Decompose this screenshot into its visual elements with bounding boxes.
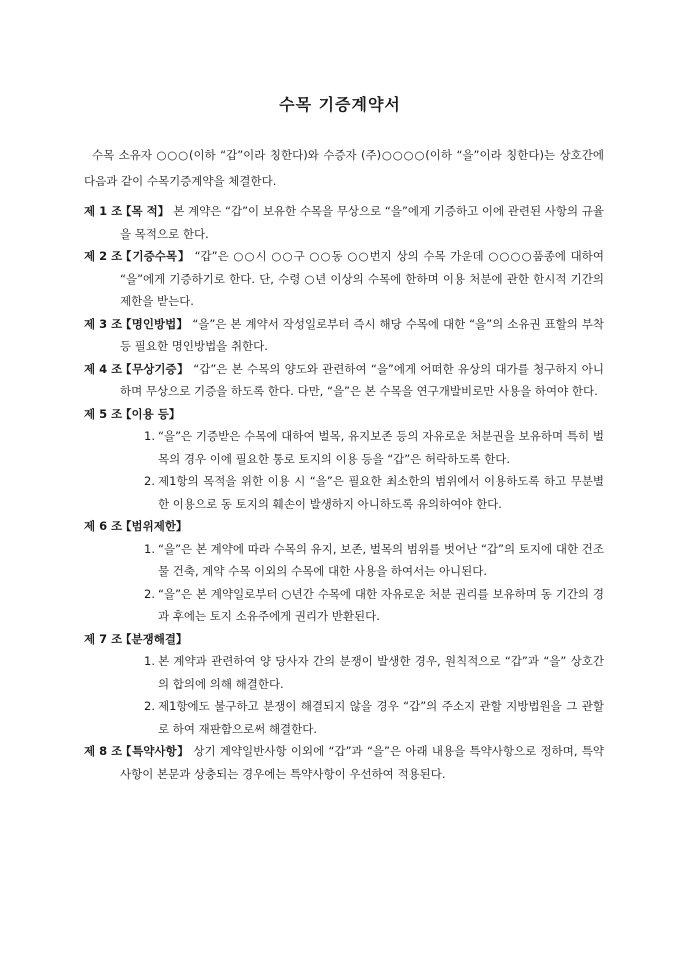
article-5 bbox=[84, 403, 604, 516]
list-item bbox=[144, 650, 604, 695]
intro-paragraph: 수목 소유자 ○○○(이하 “갑”이라 칭한다)와 수증자 (주)○○○○(이하 “을”이라 칭한다)는 상호간에 다음과 같이 수목기증계약을 체결한다. bbox=[84, 148, 604, 188]
list-item bbox=[144, 695, 604, 740]
item-number: 1. bbox=[144, 541, 155, 556]
item-number: 2. bbox=[144, 586, 155, 601]
item-text: 본 계약과 관련하여 양 당사자 간의 분쟁이 발생한 경우, 원칙적으로 “갑”과 “을” 상호간의 합의에 의해 해결한다. bbox=[158, 654, 604, 691]
list-item bbox=[144, 583, 604, 628]
article-heading: 【무상기증】 bbox=[120, 361, 190, 376]
article-text: 본 계약은 “갑”이 보유한 수목을 무상으로 “을”에게 기증하고 이에 관련된 사항의 규율을 목적으로 한다. bbox=[120, 204, 604, 241]
article-3 bbox=[84, 313, 604, 358]
article-heading: 【명인방법】 bbox=[120, 316, 189, 331]
list-item bbox=[144, 538, 604, 583]
articles-list bbox=[84, 200, 604, 785]
article-items bbox=[114, 650, 604, 740]
item-text: 제1항에도 불구하고 분쟁이 해결되지 않을 경우 “갑”의 주소지 관할 지방법원을 그 관할로 하여 재판함으로써 해결한다. bbox=[158, 699, 604, 736]
item-number: 2. bbox=[144, 474, 155, 488]
article-body bbox=[120, 358, 604, 403]
article-body bbox=[120, 740, 604, 785]
article-4 bbox=[84, 358, 604, 403]
article-body bbox=[120, 403, 604, 426]
article-body bbox=[120, 313, 604, 358]
article-items bbox=[114, 425, 604, 515]
article-heading: 【기증수목】 bbox=[120, 249, 191, 263]
article-1 bbox=[84, 200, 604, 245]
article-label: 제 2 조 bbox=[84, 249, 123, 263]
article-text: 상기 계약일반사항 이외에 “갑”과 “을”은 아래 내용을 특약사항으로 정하며, 특약사항이 본문과 상충되는 경우에는 특약사항이 우선하여 적용된다. bbox=[120, 744, 604, 781]
article-label: 제 6 조 bbox=[84, 519, 123, 533]
article-body bbox=[120, 628, 604, 651]
list-item bbox=[144, 470, 604, 515]
article-body bbox=[120, 200, 604, 245]
article-heading: 【이용 등】 bbox=[120, 406, 181, 421]
article-label: 제 4 조 bbox=[84, 361, 123, 376]
document-title: 수목 기증계약서 bbox=[279, 95, 401, 114]
article-label: 제 3 조 bbox=[84, 316, 123, 331]
article-6 bbox=[84, 515, 604, 628]
article-text: “갑”은 ○○시 ○○구 ○○동 ○○번지 상의 수목 가운데 ○○○○품종에 대하여 “을”에게 기증하기로 한다. 단, 수령 ○년 이상의 수목에 한하며 이용 처분에 관한 한시적 기간의 제한을 받는다. bbox=[120, 249, 605, 308]
item-text: “을”은 기증받은 수목에 대하여 벌목, 유지보존 등의 자유로운 처분권을 보유하며 특히 벌목의 경우 이에 필요한 통로 토지의 이용 등을 “갑”은 허락하도록 한다. bbox=[158, 429, 604, 466]
article-heading: 【목 적】 bbox=[120, 204, 170, 218]
item-text: 제1항의 목적을 위한 이용 시 “을”은 필요한 최소한의 범위에서 이용하도록 하고 무분별한 이용으로 동 토지의 훼손이 발생하지 아니하도록 유의하여야 한다. bbox=[158, 474, 604, 511]
list-item bbox=[144, 425, 604, 470]
item-text: “을”은 본 계약에 따라 수목의 유지, 보존, 벌목의 범위를 벗어난 “갑”의 토지에 대한 건조물 건축, 계약 수목 이외의 수목에 대한 사용을 하여서는 아니된다. bbox=[158, 541, 604, 578]
article-items bbox=[114, 538, 604, 628]
article-label: 제 5 조 bbox=[84, 406, 123, 421]
article-8 bbox=[84, 740, 604, 785]
item-number: 1. bbox=[144, 654, 155, 668]
article-label: 제 1 조 bbox=[84, 204, 123, 218]
article-label: 제 7 조 bbox=[84, 631, 123, 646]
article-7 bbox=[84, 628, 604, 741]
article-text: “갑”은 본 수목의 양도와 관련하여 “을”에게 어떠한 유상의 대가를 청구하지 아니하며 무상으로 기증을 하도록 한다. 다만, “을”은 본 수목을 연구개발비로만 사용을 하여야 한다. bbox=[120, 361, 605, 398]
item-text: “을”은 본 계약일로부터 ○년간 수목에 대한 자유로운 처분 권리를 보유하며 동 기간의 경과 후에는 토지 소유주에게 권리가 반환된다. bbox=[158, 586, 604, 623]
article-heading: 【분쟁해결】 bbox=[120, 631, 188, 646]
article-2 bbox=[84, 245, 604, 313]
article-heading: 【특약사항】 bbox=[120, 744, 190, 758]
item-number: 1. bbox=[144, 429, 155, 443]
article-text: “을”은 본 계약서 작성일로부터 즉시 해당 수목에 대한 “을”의 소유권 표할의 부착 등 필요한 명인방법을 취한다. bbox=[120, 316, 604, 353]
article-label: 제 8 조 bbox=[84, 744, 123, 758]
article-heading: 【범위제한】 bbox=[120, 519, 188, 533]
article-body bbox=[120, 515, 604, 538]
article-body bbox=[120, 245, 604, 313]
item-number: 2. bbox=[144, 699, 155, 713]
